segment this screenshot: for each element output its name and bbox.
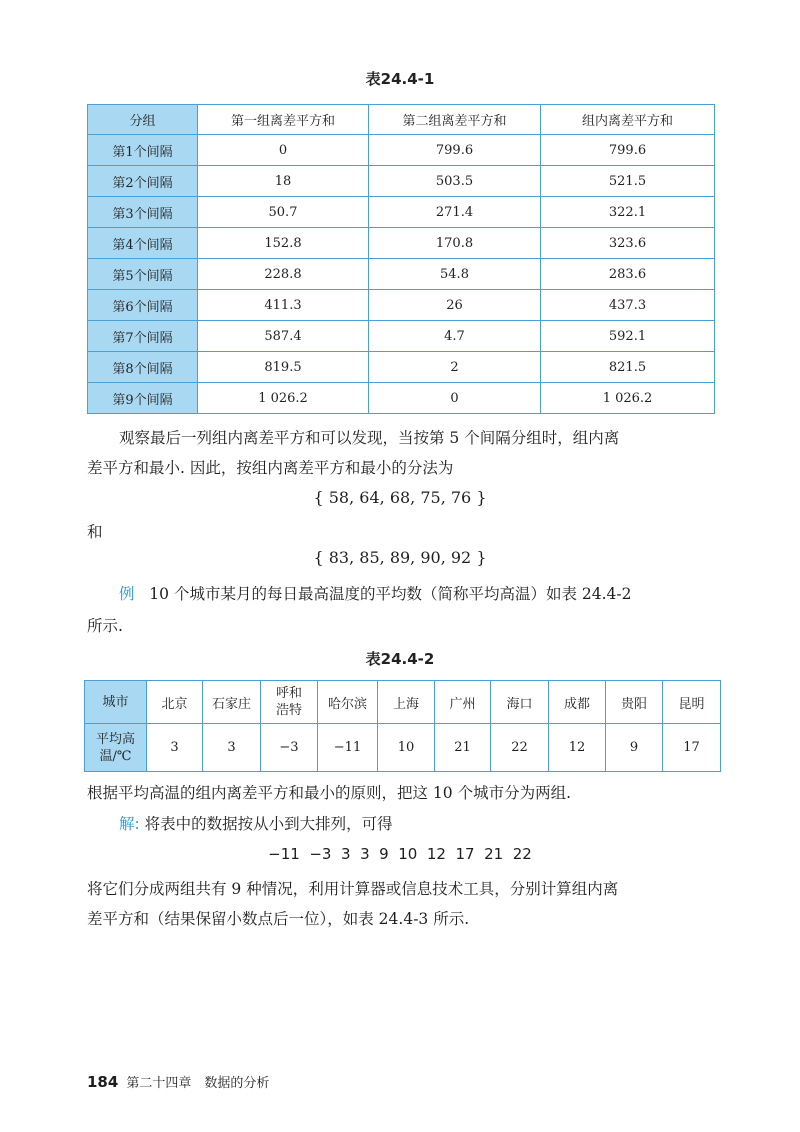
table1-row-label: 第6个间隔 [88, 290, 198, 321]
table2-city-cell: 呼和 浩特 [261, 681, 318, 724]
table2-temp-cell: −3 [261, 724, 318, 772]
table2-temp-cell: 22 [491, 724, 549, 772]
paragraph-3-line-2: 差平方和（结果保留小数点后一位），如表 24.4-3 所示. [87, 910, 470, 928]
table1-cell: 411.3 [198, 290, 369, 321]
table1-cell: 26 [369, 290, 541, 321]
solution-text: 将表中的数据按从小到大排列，可得 [139, 815, 393, 833]
table2-city-cell: 哈尔滨 [318, 681, 378, 724]
table2-city-cell: 贵阳 [606, 681, 663, 724]
table1-cell: 50.7 [198, 197, 369, 228]
table1-header-row [88, 105, 715, 135]
table2-city-cell: 石家庄 [203, 681, 261, 724]
table1-row [88, 290, 715, 321]
table1-cell: 170.8 [369, 228, 541, 259]
page-number: 184 [87, 1073, 119, 1091]
table1-cell: 592.1 [541, 321, 715, 352]
table1-header-cell: 分组 [88, 105, 198, 135]
table2-temp-cell: 10 [378, 724, 435, 772]
table1-row-label: 第5个间隔 [88, 259, 198, 290]
table1-cell: 503.5 [369, 166, 541, 197]
table-24-4-2 [84, 680, 721, 772]
table1-cell: 54.8 [369, 259, 541, 290]
table1-row-label: 第4个间隔 [88, 228, 198, 259]
table2-temp-cell: 3 [147, 724, 203, 772]
table2-caption: 表24.4-2 [365, 650, 435, 668]
solution-line [119, 811, 393, 837]
table2-temp-cell: 17 [663, 724, 721, 772]
set-group-2: { 83, 85, 89, 90, 92 } [313, 548, 487, 567]
table1-row [88, 166, 715, 197]
table2-city-cell: 上海 [378, 681, 435, 724]
table1-cell: 283.6 [541, 259, 715, 290]
example-label: 例 [119, 585, 135, 603]
table1-cell: 323.6 [541, 228, 715, 259]
table1-cell: 18 [198, 166, 369, 197]
table2-city-row [85, 681, 721, 724]
table2-city-cell: 海口 [491, 681, 549, 724]
table1-row [88, 197, 715, 228]
table1-cell: 819.5 [198, 352, 369, 383]
sorted-values: −11 −3 3 3 9 10 12 17 21 22 [268, 845, 532, 863]
table1-cell: 0 [369, 383, 541, 414]
example-line-1 [119, 581, 632, 607]
table1-row [88, 135, 715, 166]
paragraph-3-line-1: 将它们分成两组共有 9 种情况，利用计算器或信息技术工具，分别计算组内离 [87, 880, 619, 898]
table2-city-header: 城市 [85, 681, 147, 724]
table1-row [88, 352, 715, 383]
table1-cell: 1 026.2 [198, 383, 369, 414]
solution-label: 解: [119, 815, 140, 833]
table1-cell: 437.3 [541, 290, 715, 321]
set-group-1: { 58, 64, 68, 75, 76 } [313, 488, 487, 507]
table2-temp-header: 平均高 温/℃ [85, 724, 147, 772]
table-24-4-1 [87, 104, 715, 414]
chapter-title: 第二十四章 数据的分析 [126, 1076, 270, 1091]
table1-row-label: 第7个间隔 [88, 321, 198, 352]
table2-city-cell: 广州 [435, 681, 491, 724]
table1-cell: 2 [369, 352, 541, 383]
table1-row [88, 228, 715, 259]
example-text: 10 个城市某月的每日最高温度的平均数（简称平均高温）如表 24.4-2 [149, 585, 632, 603]
table2-temp-cell: 21 [435, 724, 491, 772]
table1-row-label: 第3个间隔 [88, 197, 198, 228]
page-footer [87, 1072, 269, 1091]
table1-row [88, 383, 715, 414]
example-line-2: 所示. [87, 617, 123, 635]
table2-city-cell: 北京 [147, 681, 203, 724]
table1-cell: 799.6 [369, 135, 541, 166]
table2-temp-row [85, 724, 721, 772]
table1-header-cell: 组内离差平方和 [541, 105, 715, 135]
paragraph-1-line-1: 观察最后一列组内离差平方和可以发现，当按第 5 个间隔分组时，组内离 [119, 429, 620, 447]
table1-cell: 587.4 [198, 321, 369, 352]
table1-cell: 799.6 [541, 135, 715, 166]
table1-row-label: 第9个间隔 [88, 383, 198, 414]
table1-row-label: 第8个间隔 [88, 352, 198, 383]
table1-header-cell: 第一组离差平方和 [198, 105, 369, 135]
table1-row-label: 第1个间隔 [88, 135, 198, 166]
table1-cell: 821.5 [541, 352, 715, 383]
table1-row-label: 第2个间隔 [88, 166, 198, 197]
table2-city-cell: 成都 [549, 681, 606, 724]
table1-cell: 271.4 [369, 197, 541, 228]
table1-header-cell: 第二组离差平方和 [369, 105, 541, 135]
table1-cell: 322.1 [541, 197, 715, 228]
table1-cell: 228.8 [198, 259, 369, 290]
conjunction-and: 和 [87, 523, 103, 541]
paragraph-1-line-2: 差平方和最小. 因此，按组内离差平方和最小的分法为 [87, 459, 454, 477]
table1-cell: 1 026.2 [541, 383, 715, 414]
table2-temp-cell: 12 [549, 724, 606, 772]
table2-temp-cell: 9 [606, 724, 663, 772]
table2-temp-cell: 3 [203, 724, 261, 772]
table1-cell: 521.5 [541, 166, 715, 197]
table1-row [88, 259, 715, 290]
table2-temp-cell: −11 [318, 724, 378, 772]
table1-row [88, 321, 715, 352]
table1-cell: 0 [198, 135, 369, 166]
table2-city-cell: 昆明 [663, 681, 721, 724]
paragraph-2: 根据平均高温的组内离差平方和最小的原则，把这 10 个城市分为两组. [87, 784, 572, 802]
table1-caption: 表24.4-1 [365, 70, 435, 88]
table1-cell: 152.8 [198, 228, 369, 259]
table1-cell: 4.7 [369, 321, 541, 352]
